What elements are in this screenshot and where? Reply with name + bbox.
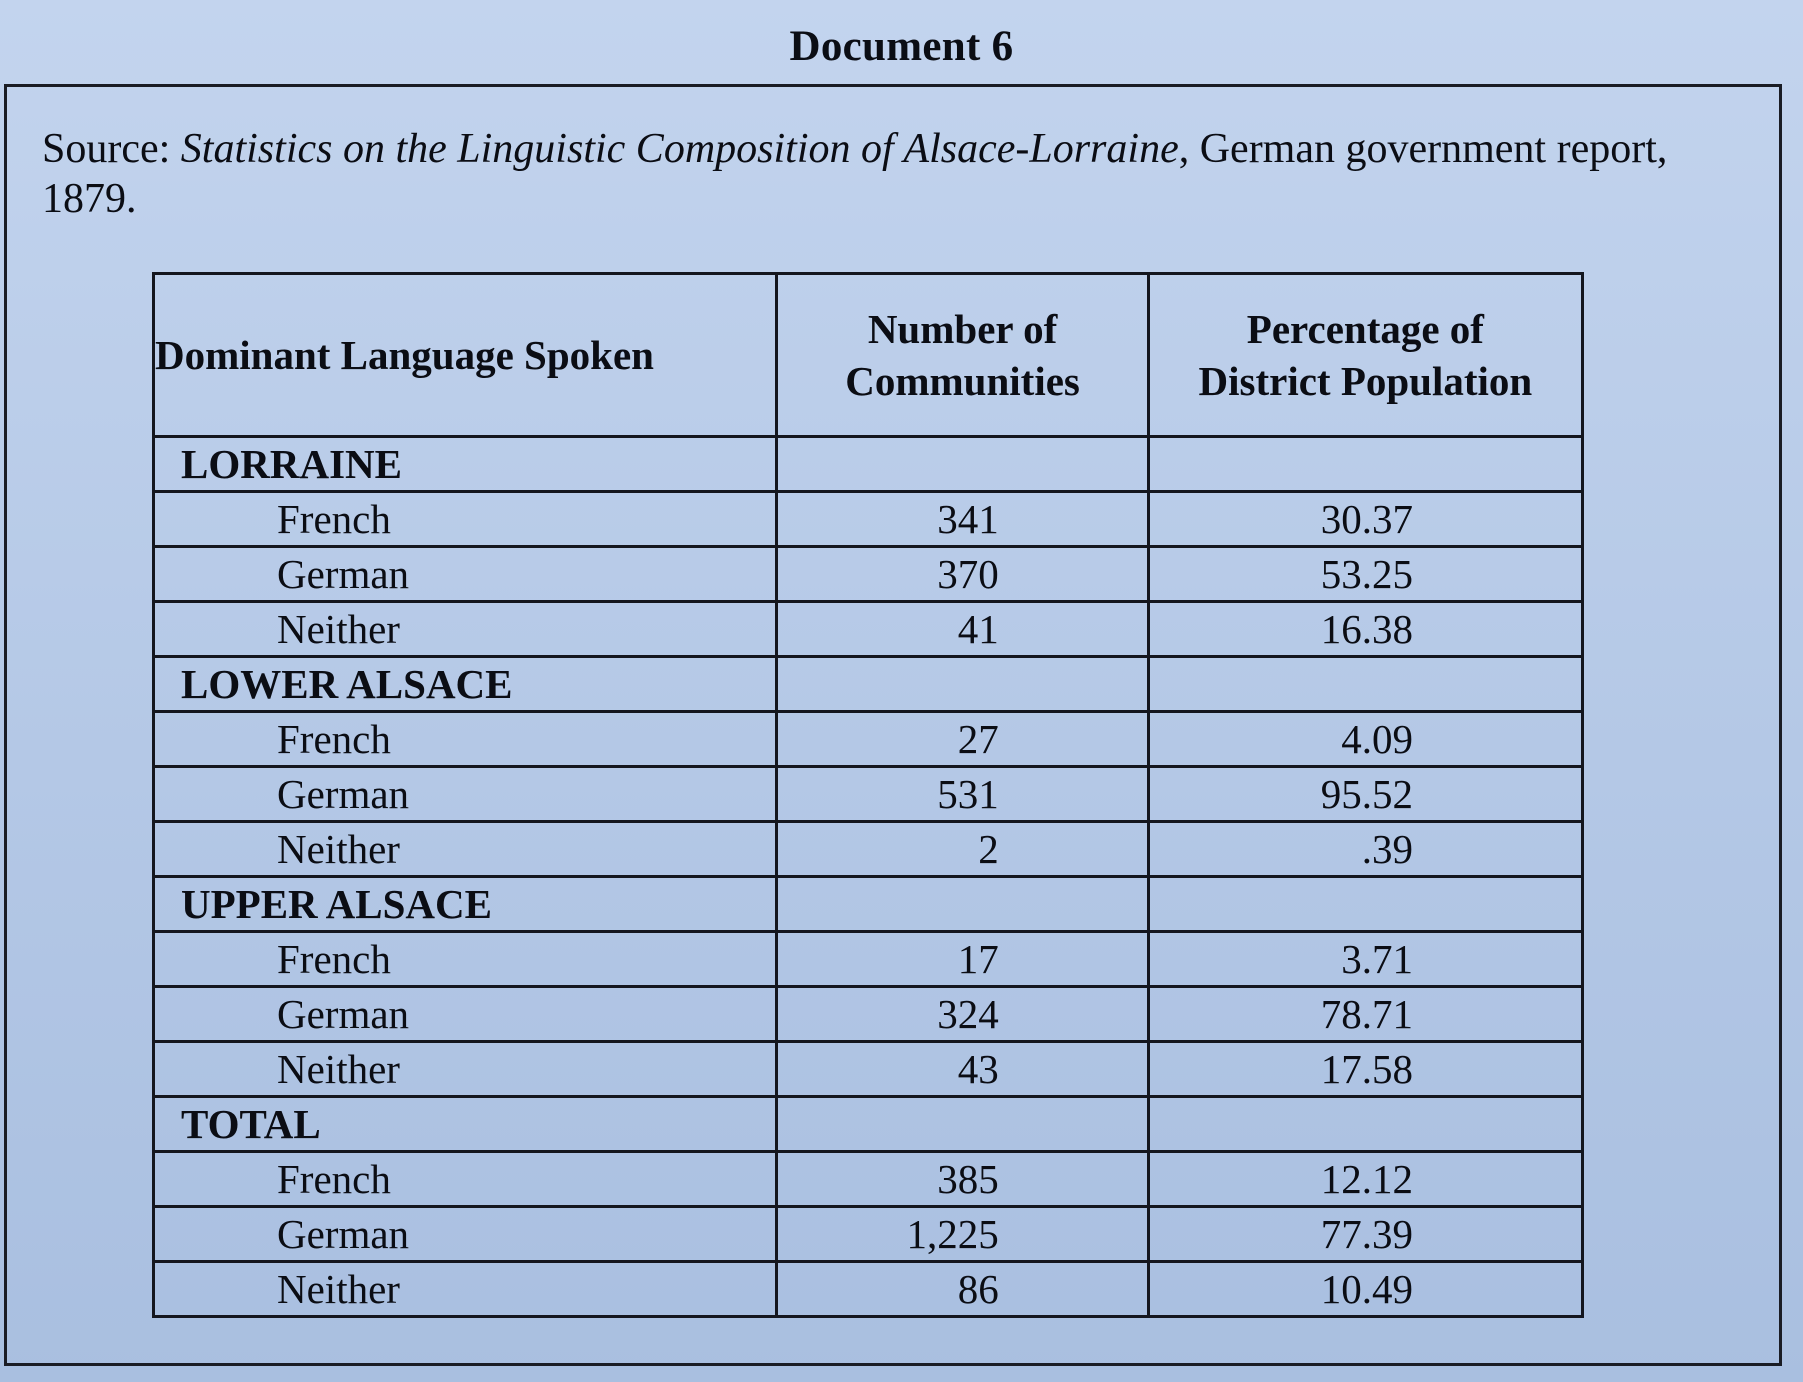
section-row-upper-alsace (154, 877, 1583, 932)
communities-cell: 385 (777, 1152, 1148, 1207)
table-row (154, 492, 1583, 547)
table-row (154, 932, 1583, 987)
table-row (154, 547, 1583, 602)
language-cell: Neither (154, 822, 777, 877)
communities-cell: 1,225 (777, 1207, 1148, 1262)
communities-cell: 27 (777, 712, 1148, 767)
header-number-of-communities: Number of Communities (777, 274, 1148, 437)
communities-cell: 41 (777, 602, 1148, 657)
percentage-cell: 30.37 (1148, 492, 1582, 547)
source-label: Source: (42, 126, 171, 172)
language-cell: Neither (154, 1042, 777, 1097)
percentage-cell: 3.71 (1148, 932, 1582, 987)
percentage-cell: 4.09 (1148, 712, 1582, 767)
communities-cell: 17 (777, 932, 1148, 987)
table-row (154, 767, 1583, 822)
section-name: LORRAINE (154, 437, 777, 492)
table-row (154, 712, 1583, 767)
communities-cell: 43 (777, 1042, 1148, 1097)
header-percentage-population: Percentage of District Population (1148, 274, 1582, 437)
section-name: TOTAL (154, 1097, 777, 1152)
language-cell: French (154, 712, 777, 767)
language-cell: Neither (154, 602, 777, 657)
percentage-cell: 17.58 (1148, 1042, 1582, 1097)
percentage-cell: 77.39 (1148, 1207, 1582, 1262)
section-row-lorraine (154, 437, 1583, 492)
table-row (154, 822, 1583, 877)
language-cell: Neither (154, 1262, 777, 1317)
source-rest: , German government report, 1879. (42, 126, 1668, 222)
section-row-lower-alsace (154, 657, 1583, 712)
section-row-total (154, 1097, 1583, 1152)
communities-cell: 531 (777, 767, 1148, 822)
language-cell: German (154, 1207, 777, 1262)
communities-cell: 341 (777, 492, 1148, 547)
table-row (154, 1207, 1583, 1262)
percentage-cell: 10.49 (1148, 1262, 1582, 1317)
table-row (154, 602, 1583, 657)
language-cell: French (154, 932, 777, 987)
header-dominant-language: Dominant Language Spoken (154, 274, 777, 437)
table-row (154, 1152, 1583, 1207)
percentage-cell: 12.12 (1148, 1152, 1582, 1207)
percentage-cell: 16.38 (1148, 602, 1582, 657)
communities-cell: 86 (777, 1262, 1148, 1317)
language-cell: German (154, 767, 777, 822)
communities-cell: 2 (777, 822, 1148, 877)
document-title: Document 6 (789, 23, 1014, 70)
source-citation (42, 124, 1742, 224)
percentage-cell: 95.52 (1148, 767, 1582, 822)
language-cell: French (154, 1152, 777, 1207)
table-row (154, 1262, 1583, 1317)
communities-cell: 324 (777, 987, 1148, 1042)
language-cell: German (154, 547, 777, 602)
table-row (154, 987, 1583, 1042)
percentage-cell: .39 (1148, 822, 1582, 877)
language-cell: German (154, 987, 777, 1042)
percentage-cell: 53.25 (1148, 547, 1582, 602)
language-table (152, 272, 1584, 1318)
language-cell: French (154, 492, 777, 547)
table-row (154, 1042, 1583, 1097)
percentage-cell: 78.71 (1148, 987, 1582, 1042)
table-header-row (154, 274, 1583, 437)
source-title: Statistics on the Linguistic Composition of Alsace-Lorraine (180, 126, 1179, 172)
table-body (154, 437, 1583, 1317)
communities-cell: 370 (777, 547, 1148, 602)
section-name: LOWER ALSACE (154, 657, 777, 712)
section-name: UPPER ALSACE (154, 877, 777, 932)
